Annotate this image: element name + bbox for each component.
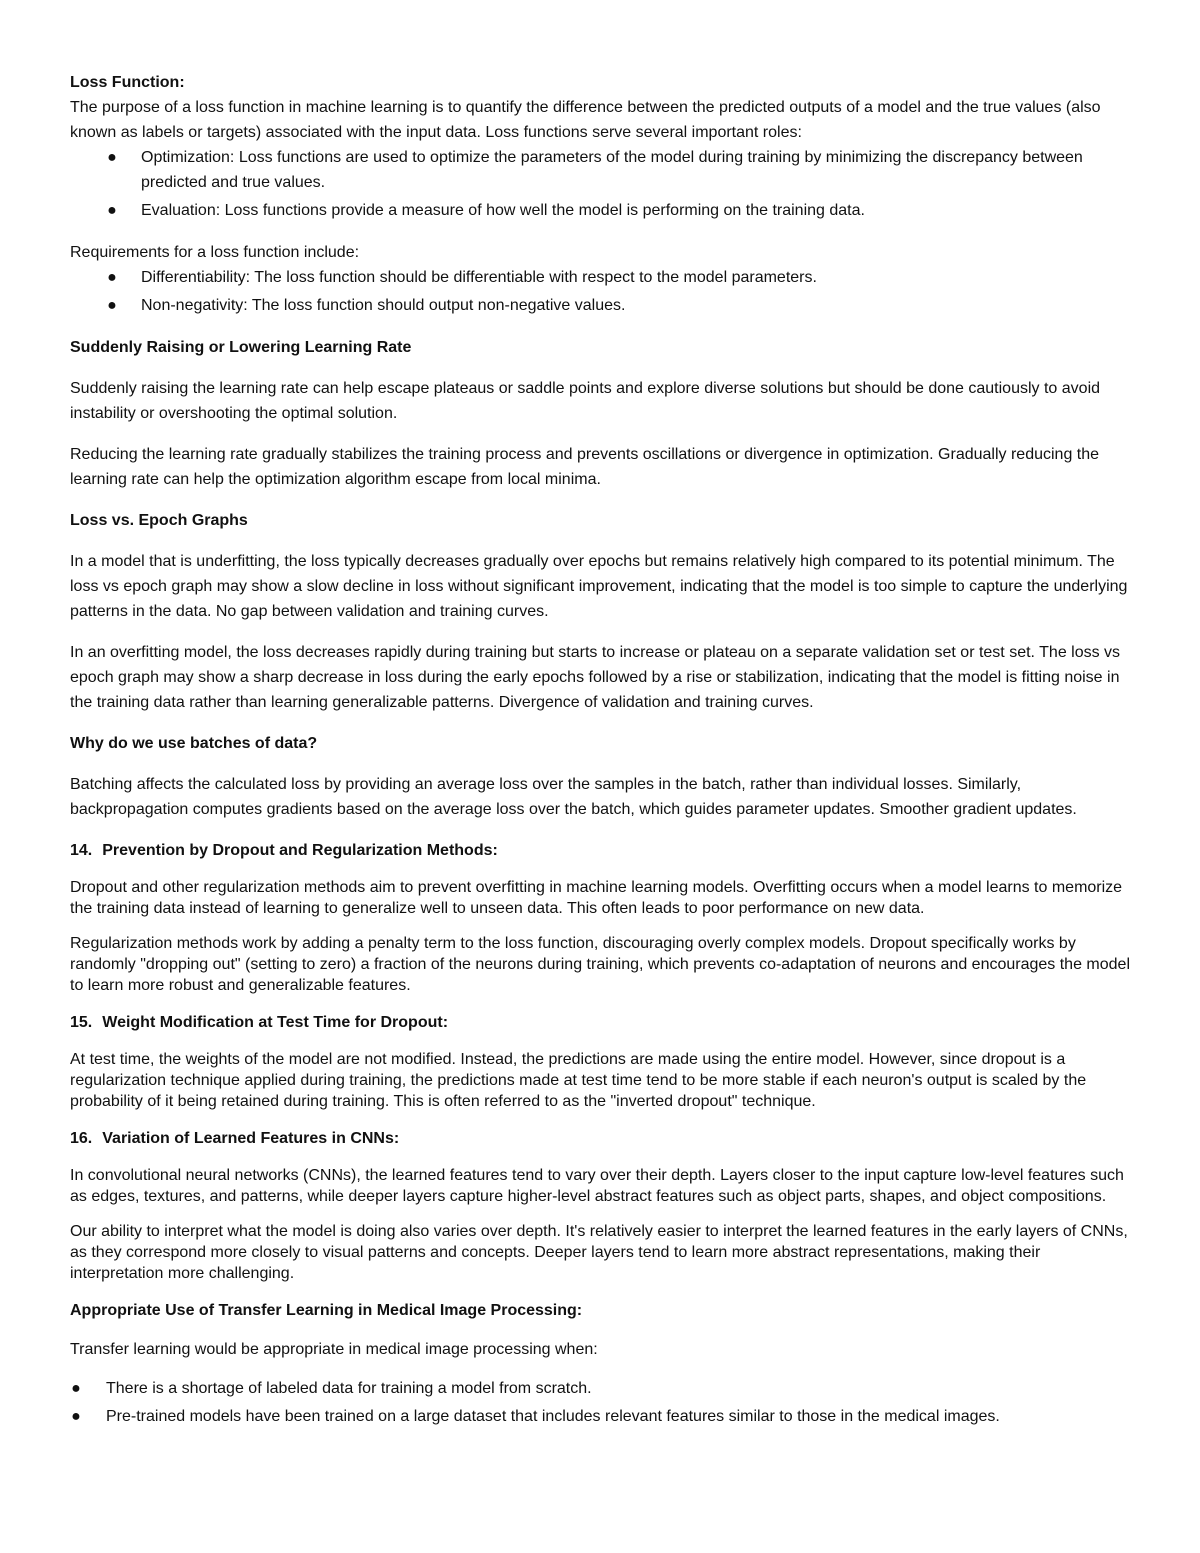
list-item [70,198,1132,223]
list-item [70,1376,1132,1401]
paragraph-loss-function-intro: The purpose of a loss function in machine learning is to quantify the difference between the predicted outputs of a model and the true values (also known as labels or targets) associated with the input data. Loss functions serve several important roles: [70,99,1101,141]
paragraph-weight-modification: At test time, the weights of the model are not modified. Instead, the predictions are made using the entire model. However, since dropout is a regularization technique applied during training, the predictions made at test time tend to be more stable if each neuron's output is scaled by the probability of it being retained during training. This is often referred to as the "inverted dropout" technique. [70,1051,1087,1110]
section-number: 16. [70,1130,93,1147]
list-item [70,265,1132,290]
section-heading-text: Weight Modification at Test Time for Dropout: [102,1014,449,1031]
list-item-text: Pre-trained models have been trained on a large dataset that includes relevant features similar to those in the medical images. [106,1408,1000,1425]
paragraph-cnn-features-2: Our ability to interpret what the model is doing also varies over depth. It's relatively easier to interpret the learned features in the early layers of CNNs, as they correspond more closely to visual patterns and concepts. Deeper layers tend to learn more abstract representations, making their interpretation more challenging. [70,1223,1128,1282]
paragraph-dropout-1: Dropout and other regularization methods aim to prevent overfitting in machine learning models. Overfitting occurs when a model learns to memorize the training data instead of learning to generalize well to unseen data. This often leads to poor performance on new data. [70,879,1123,917]
paragraph-learning-rate-1: Suddenly raising the learning rate can help escape plateaus or saddle points and explore diverse solutions but should be done cautiously to avoid instability or overshooting the optimal solution. [70,380,1101,422]
section-heading-transfer-learning: Appropriate Use of Transfer Learning in Medical Image Processing: [70,1302,583,1319]
list-item-text: Differentiability: The loss function should be differentiable with respect to the model parameters. [141,269,817,286]
paragraph-learning-rate-2: Reducing the learning rate gradually stabilizes the training process and prevents oscillations or divergence in optimization. Gradually reducing the learning rate can help the optimization algorithm escape from local minima. [70,446,1100,488]
section-heading-loss-function: Loss Function: [70,74,185,91]
bullet-list-requirements [70,265,1132,318]
bullet-icon: ● [107,202,117,219]
paragraph-underfitting: In a model that is underfitting, the loss typically decreases gradually over epochs but remains relatively high compared to its potential minimum. The loss vs epoch graph may show a slow decline in loss without significant improvement, indicating that the model is too simple to capture the underlying patterns in the data. No gap between validation and training curves. [70,553,1128,620]
paragraph-batches: Batching affects the calculated loss by providing an average loss over the samples in the batch, rather than individual losses. Similarly, backpropagation computes gradients based on the average loss over the batch, which guides parameter updates. Smoother gradient updates. [70,776,1077,818]
section-heading-learning-rate: Suddenly Raising or Lowering Learning Rate [70,339,412,356]
paragraph-requirements-intro: Requirements for a loss function include: [70,244,360,261]
section-heading-dropout [70,838,1132,863]
bullet-icon: ● [107,149,117,166]
bullet-icon: ● [107,297,117,314]
section-number: 14. [70,842,93,859]
list-item [70,145,1132,195]
list-item-text: Evaluation: Loss functions provide a measure of how well the model is performing on the training data. [141,202,865,219]
list-item-text: There is a shortage of labeled data for training a model from scratch. [106,1380,592,1397]
list-item [70,1404,1132,1429]
paragraph-overfitting: In an overfitting model, the loss decreases rapidly during training but starts to increase or plateau on a separate validation set or test set. The loss vs epoch graph may show a sharp decrease in loss during the early epochs followed by a rise or stabilization, indicating that the model is fitting noise in the training data rather than learning generalizable patterns. Divergence of validation and training curves. [70,644,1121,711]
list-item-text: Optimization: Loss functions are used to optimize the parameters of the model during training by minimizing the discrepancy between predicted and true values. [141,149,1083,191]
section-number: 15. [70,1014,93,1031]
document-body [70,70,1132,1432]
bullet-list-loss-roles [70,145,1132,223]
section-heading-loss-epoch: Loss vs. Epoch Graphs [70,512,248,529]
paragraph-dropout-2: Regularization methods work by adding a penalty term to the loss function, discouraging overly complex models. Dropout specifically works by randomly "dropping out" (setting to zero) a fraction of the neurons during training, which prevents co-adaptation of neurons and encourages the model to learn more robust and generalizable features. [70,935,1130,994]
paragraph-cnn-features-1: In convolutional neural networks (CNNs), the learned features tend to vary over their depth. Layers closer to the input capture low-level features such as edges, textures, and patterns, while deeper layers capture higher-level abstract features such as object parts, shapes, and object compositions. [70,1167,1124,1205]
section-heading-batches: Why do we use batches of data? [70,735,318,752]
section-heading-text: Variation of Learned Features in CNNs: [102,1130,400,1147]
paragraph-transfer-intro: Transfer learning would be appropriate in medical image processing when: [70,1341,598,1358]
section-heading-cnn-features [70,1126,1132,1151]
section-heading-text: Prevention by Dropout and Regularization Methods: [102,842,498,859]
list-item-text: Non-negativity: The loss function should output non-negative values. [141,297,626,314]
section-heading-weight-modification [70,1010,1132,1035]
bullet-list-transfer [70,1376,1132,1429]
bullet-icon: ● [71,1380,81,1397]
bullet-icon: ● [107,269,117,286]
bullet-icon: ● [71,1408,81,1425]
list-item [70,293,1132,318]
